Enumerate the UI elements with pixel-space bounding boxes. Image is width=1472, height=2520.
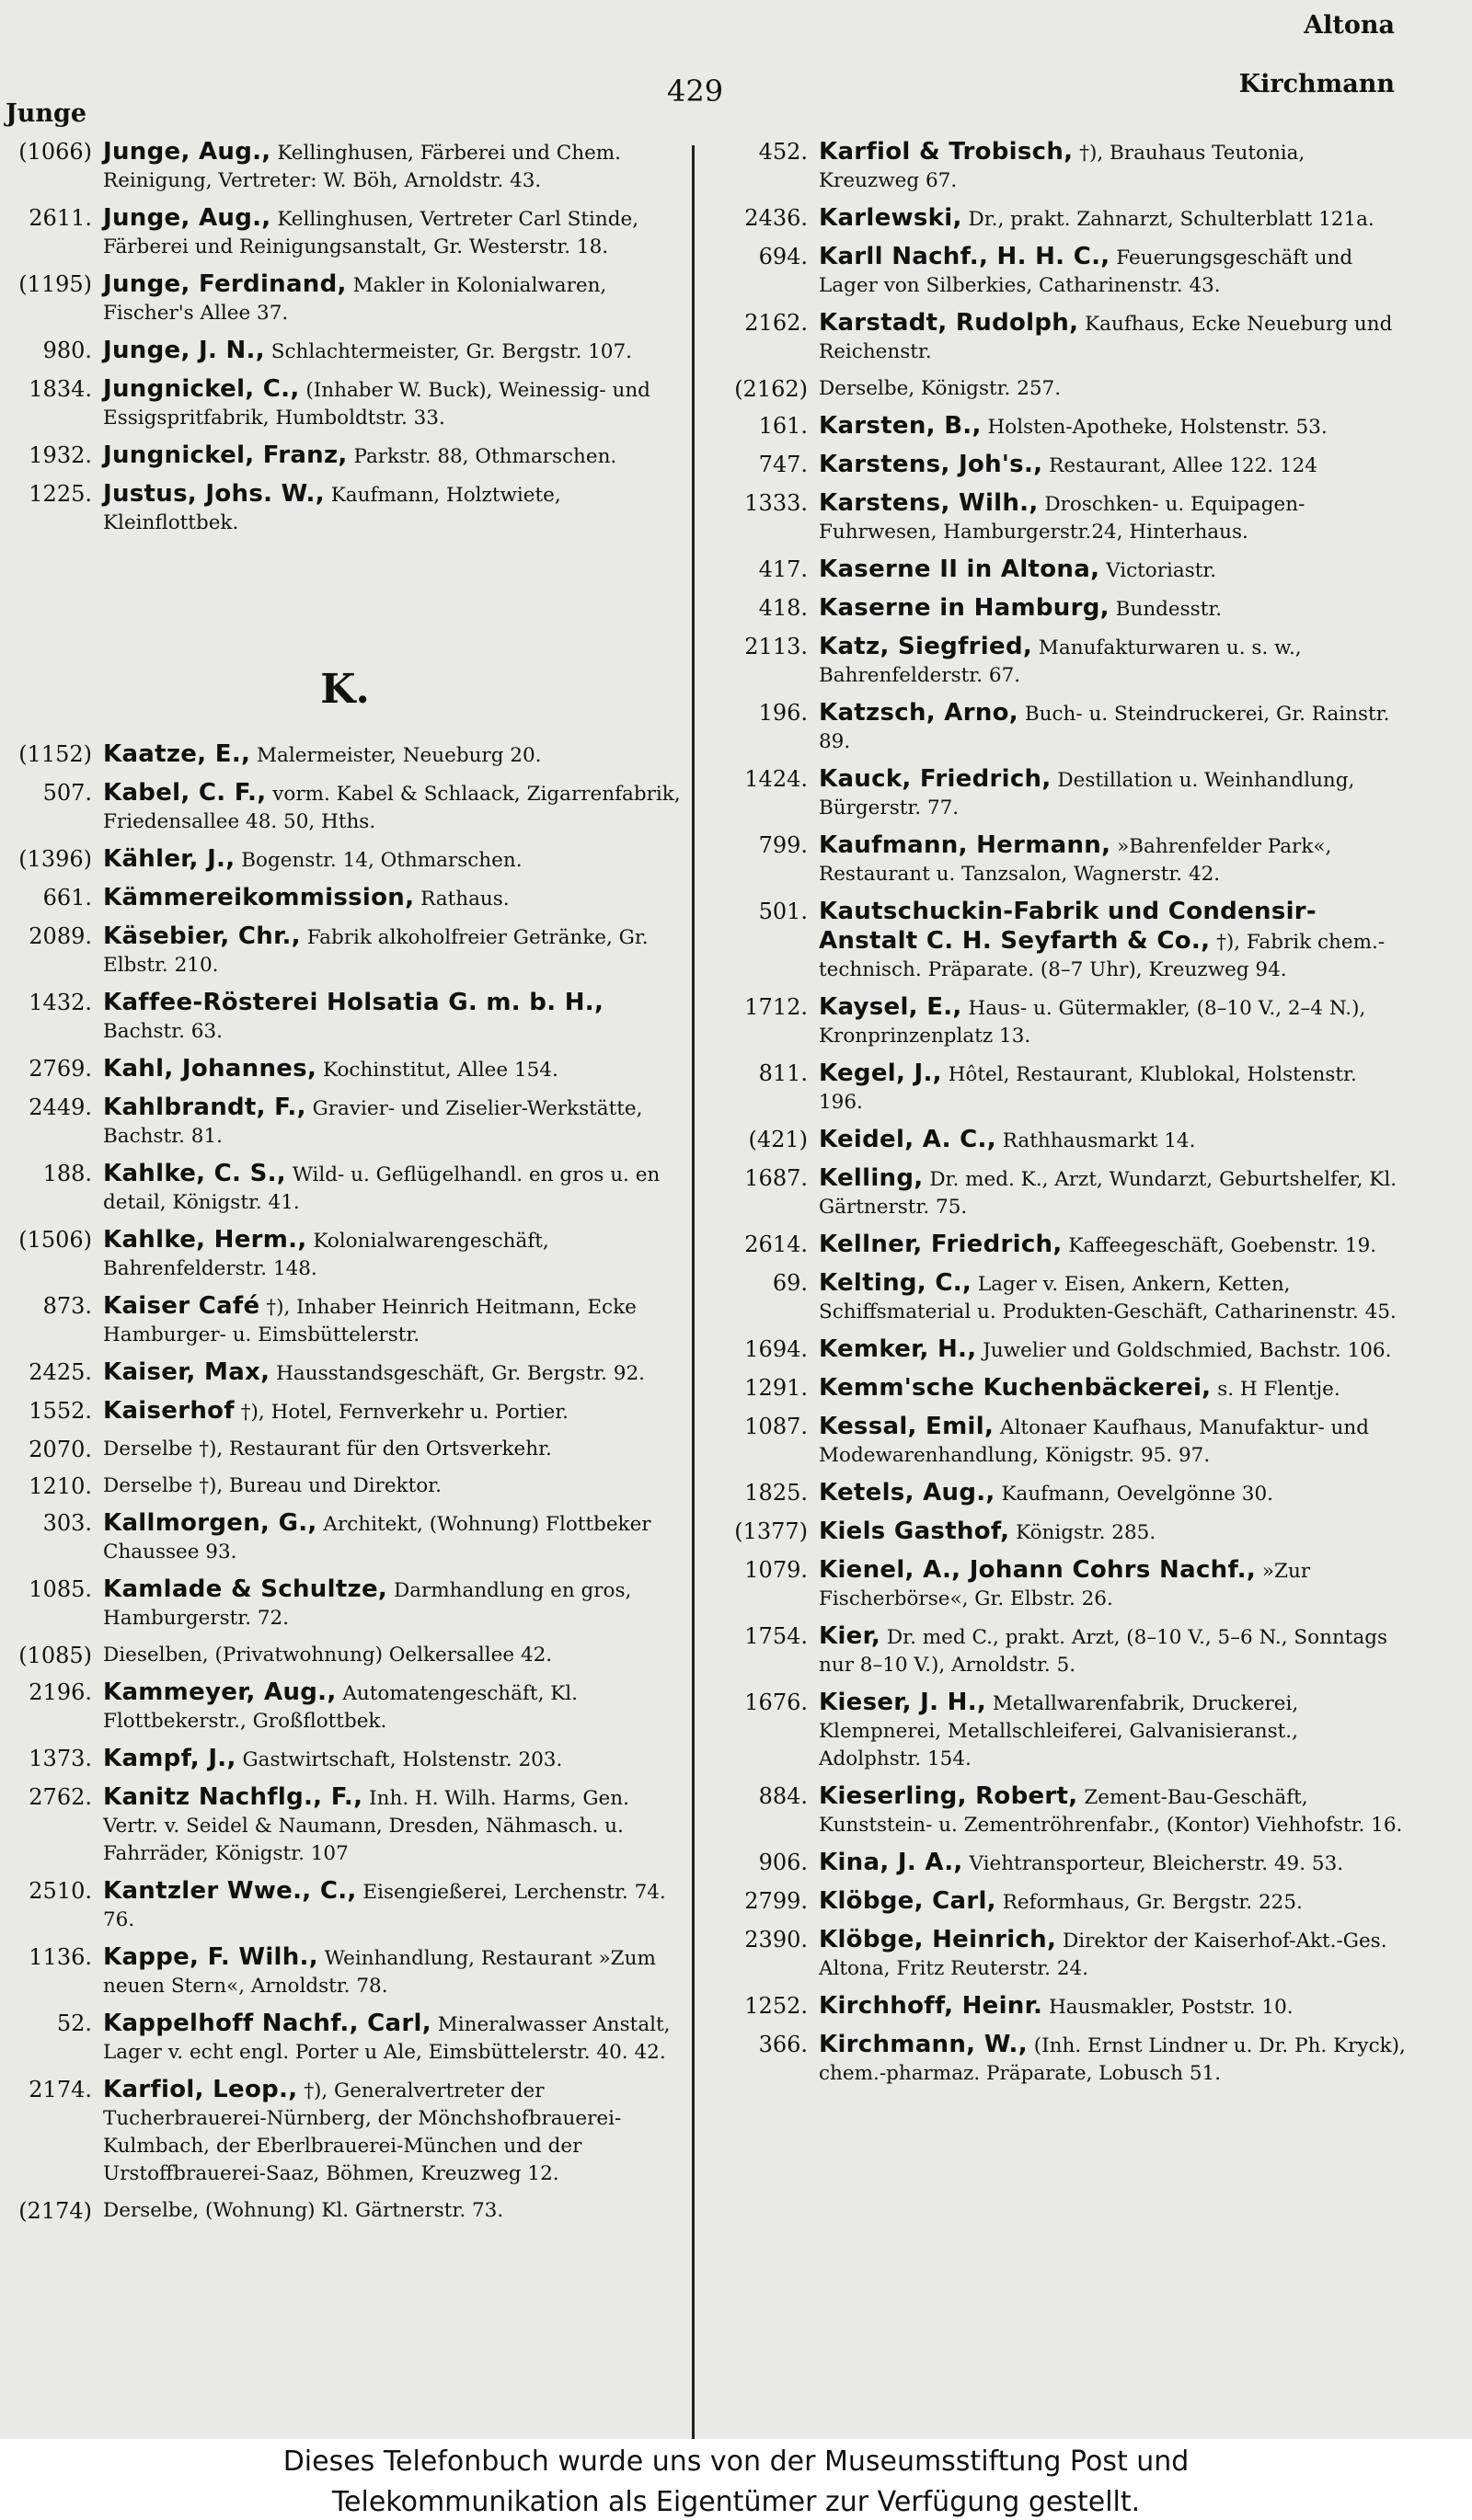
phone-number: (1506) <box>18 1227 92 1253</box>
entry-details: Bachstr. 63. <box>103 1020 223 1043</box>
directory-entry <box>0 480 690 537</box>
subscriber-name: Kabel, C. F., <box>103 779 267 807</box>
phone-number: 303. <box>42 1510 92 1536</box>
directory-entry <box>0 2076 690 2188</box>
directory-entry <box>716 1518 1406 1547</box>
subscriber-name: Kaiserhof <box>103 1397 235 1425</box>
entry-details: (Inh. Ernst Lindner u. Dr. Ph. Kryck), chem.-pharmaz. Präparate, Lobusch 51. <box>819 2034 1406 2085</box>
phone-number: 52. <box>56 2010 92 2036</box>
subscriber-name: Kautschuckin-Fabrik und Condensir-Anstalt C. H. Seyfarth & Co., <box>819 898 1317 955</box>
entry-details: Rathaus. <box>420 888 510 911</box>
subscriber-name: Jungnickel, Franz, <box>103 441 348 469</box>
directory-entry <box>0 1472 690 1500</box>
subscriber-name: Kienel, A., Johann Cohrs Nachf., <box>819 1556 1257 1584</box>
directory-entry <box>716 898 1406 984</box>
subscriber-name: Klöbge, Heinrich, <box>819 1926 1057 1953</box>
header-right-city: Altona <box>1304 11 1395 40</box>
phone-number: (1195) <box>18 271 92 297</box>
directory-entry <box>0 138 690 195</box>
phone-number: 2769. <box>29 1056 92 1082</box>
directory-entry <box>0 1745 690 1774</box>
subscriber-name: Kantzler Wwe., C., <box>103 1877 357 1905</box>
directory-entry <box>716 1231 1406 1260</box>
subscriber-name: Justus, Johs. W., <box>103 480 325 508</box>
subscriber-name: Karfiol & Trobisch, <box>819 138 1074 166</box>
phone-number: 2425. <box>29 1359 92 1385</box>
phone-number: (421) <box>748 1127 808 1152</box>
left-column <box>0 138 690 2234</box>
subscriber-name: Junge, Aug., <box>103 138 271 166</box>
directory-entry <box>0 1509 690 1566</box>
footer-line-2: Telekommunikation als Eigentümer zur Verfügung gestellt. <box>331 2486 1141 2518</box>
directory-entry <box>716 243 1406 300</box>
phone-number: 2799. <box>744 1888 808 1914</box>
phone-number: 188. <box>42 1161 92 1186</box>
entry-details: Destillation u. Weinhandlung, Bürgerstr. 77. <box>819 769 1355 819</box>
directory-entry <box>0 922 690 979</box>
entry-details: Kaufmann, Holztwiete, Kleinflottbek. <box>103 484 561 534</box>
subscriber-name: Kessal, Emil, <box>819 1413 995 1440</box>
phone-number: 2614. <box>744 1231 808 1257</box>
entry-details: Restaurant, Allee 122. 124 <box>1049 454 1317 477</box>
entry-details: Parkstr. 88, Othmarschen. <box>353 445 617 468</box>
directory-entry <box>716 831 1406 888</box>
entry-details: Rathhausmarkt 14. <box>1002 1129 1196 1152</box>
directory-entry <box>0 1943 690 2000</box>
phone-number: 1687. <box>744 1165 808 1191</box>
phone-number: (1152) <box>18 741 92 767</box>
subscriber-name: Kier, <box>819 1622 881 1650</box>
entry-details: Kaffeegeschäft, Goebenstr. 19. <box>1068 1234 1377 1257</box>
subscriber-name: Kaserne II in Altona, <box>819 556 1100 583</box>
entry-details: Buch- u. Steindruckerei, Gr. Rainstr. 89. <box>819 703 1390 753</box>
subscriber-name: Junge, Aug., <box>103 204 271 232</box>
directory-entry <box>716 1374 1406 1403</box>
phone-number: 2611. <box>29 205 92 231</box>
directory-entry <box>716 2031 1406 2088</box>
entry-details: Manufakturwaren u. s. w., Bahrenfelderstr. 67. <box>819 636 1302 687</box>
entry-details: Darmhandlung en gros, Hamburgerstr. 72. <box>103 1579 632 1630</box>
phone-number: 980. <box>42 338 92 363</box>
directory-entry <box>716 1849 1406 1878</box>
entry-details: Direktor der Kaiserhof-Akt.-Ges. Altona, Fritz Reuterstr. 24. <box>819 1930 1387 1980</box>
phone-number: 2174. <box>29 2077 92 2102</box>
page-number: 429 <box>667 74 724 109</box>
phone-number: (1085) <box>18 1643 92 1668</box>
phone-number: (1396) <box>18 846 92 872</box>
subscriber-name: Junge, Ferdinand, <box>103 270 347 298</box>
subscriber-name: Kirchhoff, Heinr. <box>819 1992 1043 2020</box>
phone-number: (2174) <box>18 2198 92 2224</box>
subscriber-name: Karfiol, Leop., <box>103 2076 298 2103</box>
subscriber-name: Katz, Siegfried, <box>819 633 1033 660</box>
directory-entry <box>716 1887 1406 1917</box>
entry-details: Malermeister, Neueburg 20. <box>257 744 542 767</box>
directory-entry <box>716 375 1406 403</box>
entry-details: Bundesstr. <box>1115 598 1223 621</box>
directory-entry <box>716 1060 1406 1117</box>
directory-entry <box>0 845 690 875</box>
directory-entry <box>0 884 690 913</box>
subscriber-name: Karll Nachf., H. H. C., <box>819 243 1110 270</box>
phone-number: 1079. <box>744 1557 808 1583</box>
subscriber-name: Kegel, J., <box>819 1060 942 1087</box>
entry-details: Dr., prakt. Zahnarzt, Schulterblatt 121a. <box>968 208 1374 231</box>
entry-details: Dr. med. K., Arzt, Wundarzt, Geburtshelfer, Kl. Gärtnerstr. 75. <box>819 1168 1397 1219</box>
subscriber-name: Kaufmann, Hermann, <box>819 831 1111 859</box>
phone-number: 661. <box>42 885 92 911</box>
subscriber-name: Kaiser, Max, <box>103 1358 270 1386</box>
entry-details: Hausmakler, Poststr. 10. <box>1049 1996 1294 2019</box>
subscriber-name: Karstens, Wilh., <box>819 489 1039 517</box>
directory-entry <box>716 993 1406 1050</box>
subscriber-name: Keidel, A. C., <box>819 1126 996 1153</box>
entry-details: Königstr. 285. <box>1016 1521 1156 1544</box>
subscriber-name: Jungnickel, C., <box>103 375 300 403</box>
entry-details: Architekt, (Wohnung) Flottbeker Chaussee 93. <box>103 1513 651 1564</box>
directory-entry <box>716 1926 1406 1983</box>
footer-line-1: Dieses Telefonbuch wurde uns von der Museumsstiftung Post und <box>282 2446 1190 2478</box>
phone-number: (2162) <box>734 376 808 402</box>
entry-details: Kaufmann, Oevelgönne 30. <box>1001 1483 1273 1506</box>
directory-entry <box>0 1397 690 1426</box>
phone-number: 1424. <box>744 766 808 792</box>
subscriber-name: Katzsch, Arno, <box>819 699 1018 727</box>
directory-entry <box>0 1575 690 1632</box>
entry-details: Kellinghusen, Färberei und Chem. Reinigung, Vertreter: W. Böh, Arnoldstr. 43. <box>103 142 622 192</box>
directory-entry <box>716 138 1406 195</box>
entry-details: Eisengießerei, Lerchenstr. 74. 76. <box>103 1881 666 1931</box>
entry-details: Kochinstitut, Allee 154. <box>322 1059 558 1082</box>
phone-number: 747. <box>758 452 808 477</box>
entry-details: Dr. med C., prakt. Arzt, (8–10 V., 5–6 N., Sonntags nur 8–10 V.), Arnoldstr. 5. <box>819 1626 1388 1677</box>
directory-entry <box>716 699 1406 756</box>
entry-details: Zement-Bau-Geschäft, Kunststein- u. Zementröhrenfabr., (Kontor) Viehhofstr. 16. <box>819 1786 1403 1837</box>
phone-number: (1377) <box>734 1518 808 1544</box>
entries-before-section <box>0 138 690 537</box>
entry-details: Gravier- und Ziselier-Werkstätte, Bachstr. 81. <box>103 1097 643 1148</box>
phone-number: 2390. <box>744 1927 808 1953</box>
subscriber-name: Karstadt, Rudolph, <box>819 309 1079 337</box>
entry-details: †), Brauhaus Teutonia, Kreuzweg 67. <box>819 142 1305 192</box>
entry-details: Mineralwasser Anstalt, Lager v. echt engl. Porter u Ale, Eimsbüttelerstr. 40. 42. <box>103 2013 671 2064</box>
phone-number: (1066) <box>18 139 92 165</box>
directory-entry <box>0 1094 690 1151</box>
directory-entry <box>0 1436 690 1463</box>
subscriber-name: Kaiser Café <box>103 1292 260 1320</box>
column-divider <box>692 145 695 2439</box>
directory-entry <box>0 989 690 1046</box>
directory-entry <box>716 1556 1406 1613</box>
phone-number: 873. <box>42 1293 92 1319</box>
subscriber-name: Kaffee-Rösterei Holsatia G. m. b. H., <box>103 989 604 1016</box>
phone-number: 2113. <box>744 634 808 659</box>
subscriber-name: Kähler, J., <box>103 845 236 873</box>
entry-details: †), Inhaber Heinrich Heitmann, Ecke Hamburger- u. Eimsbüttelerstr. <box>103 1296 637 1346</box>
directory-entry <box>0 375 690 432</box>
entry-details: Inh. H. Wilh. Harms, Gen. Vertr. v. Seidel & Naumann, Dresden, Nähmasch. u. Fahrräder, Königstr. 107 <box>103 1787 629 1865</box>
subscriber-name: Junge, J. N., <box>103 337 265 364</box>
entries-after-section <box>0 740 690 2225</box>
phone-number: 366. <box>758 2032 808 2057</box>
phone-number: 2449. <box>29 1094 92 1120</box>
subscriber-name: Kahlke, C. S., <box>103 1160 286 1187</box>
phone-number: 1210. <box>29 1473 92 1499</box>
subscriber-name: Kelling, <box>819 1164 924 1192</box>
subscriber-name: Käsebier, Chr., <box>103 922 301 950</box>
subscriber-name: Kaatze, E., <box>103 740 251 768</box>
directory-entry <box>0 441 690 471</box>
directory-entry <box>0 337 690 366</box>
entry-details: Altonaer Kaufhaus, Manufaktur- und Modewarenhandlung, Königstr. 95. 97. <box>819 1416 1370 1467</box>
subscriber-name: Kahl, Johannes, <box>103 1055 317 1082</box>
directory-entry <box>716 309 1406 366</box>
phone-number: 69. <box>772 1270 808 1296</box>
phone-number: 1291. <box>744 1375 808 1401</box>
directory-entry <box>0 270 690 327</box>
entry-details: Feuerungsgeschäft und Lager von Silberkies, Catharinenstr. 43. <box>819 246 1353 297</box>
phone-number: 1932. <box>29 442 92 468</box>
subscriber-name: Kahlke, Herm., <box>103 1226 307 1254</box>
entry-details: Victoriastr. <box>1106 559 1217 582</box>
entry-details: Viehtransporteur, Bleicherstr. 49. 53. <box>969 1852 1344 1875</box>
directory-entry <box>716 765 1406 822</box>
phone-number: 1373. <box>29 1746 92 1771</box>
directory-entry <box>0 1783 690 1868</box>
directory-entry <box>716 1413 1406 1470</box>
phone-number: 884. <box>758 1783 808 1809</box>
entry-details: Juwelier und Goldschmied, Bachstr. 106. <box>983 1339 1392 1362</box>
subscriber-name: Kelting, C., <box>819 1269 972 1297</box>
entry-details: (Inhaber W. Buck), Weinessig- und Essigspritfabrik, Humboldtstr. 33. <box>103 379 650 430</box>
subscriber-name: Ketels, Aug., <box>819 1479 995 1506</box>
phone-number: 2762. <box>29 1784 92 1810</box>
subscriber-name: Kemm'sche Kuchenbäckerei, <box>819 1374 1212 1402</box>
phone-number: 1252. <box>744 1993 808 2019</box>
phone-number: 1432. <box>29 990 92 1015</box>
phone-number: 694. <box>758 244 808 269</box>
directory-entry <box>716 1164 1406 1221</box>
directory-entry <box>716 1126 1406 1155</box>
entry-details: Haus- u. Gütermakler, (8–10 V., 2–4 N.), Kronprinzenplatz 13. <box>819 997 1366 1048</box>
phone-number: 417. <box>758 556 808 582</box>
directory-entry <box>716 489 1406 546</box>
header-right-keyword: Kirchmann <box>1238 70 1395 98</box>
entry-details: Kolonialwarengeschäft, Bahrenfelderstr. 148. <box>103 1230 549 1280</box>
directory-entry <box>716 1622 1406 1679</box>
phone-number: 1834. <box>29 376 92 402</box>
directory-entry <box>716 556 1406 585</box>
directory-entry <box>716 1992 1406 2022</box>
phone-number: 2196. <box>29 1679 92 1705</box>
phone-number: 2436. <box>744 205 808 231</box>
entry-details: Kaufhaus, Ecke Neueburg und Reichenstr. <box>819 313 1393 363</box>
subscriber-name: Kämmereikommission, <box>103 884 415 911</box>
footer-notice <box>0 2439 1472 2520</box>
phone-number: 811. <box>758 1060 808 1086</box>
subscriber-name: Kappe, F. Wilh., <box>103 1943 318 1971</box>
directory-entry <box>716 1335 1406 1365</box>
subscriber-name: Karlewski, <box>819 204 962 232</box>
directory-entry <box>0 204 690 261</box>
subscriber-name: Kahlbrandt, F., <box>103 1094 306 1121</box>
entry-details: Derselbe †), Restaurant für den Ortsverkehr. <box>103 1438 552 1460</box>
subscriber-name: Kaserne in Hamburg, <box>819 594 1110 622</box>
phone-number: 161. <box>758 413 808 439</box>
entry-details: Reformhaus, Gr. Bergstr. 225. <box>1002 1891 1303 1914</box>
entry-details: Weinhandlung, Restaurant »Zum neuen Stern«, Arnoldstr. 78. <box>103 1947 656 1998</box>
entry-details: Metallwarenfabrik, Druckerei, Klempnerei, Metallschleiferei, Galvanisieranst., Adolphstr. 154. <box>819 1692 1299 1770</box>
phone-number: 2510. <box>29 1878 92 1904</box>
phone-number: 1225. <box>29 481 92 507</box>
entry-details: Hôtel, Restaurant, Klublokal, Holstenstr. 196. <box>819 1063 1357 1114</box>
entry-details: Bogenstr. 14, Othmarschen. <box>241 849 523 872</box>
phone-number: 196. <box>758 700 808 726</box>
entry-details: Droschken- u. Equipagen-Fuhrwesen, Hamburgerstr.24, Hinterhaus. <box>819 493 1305 544</box>
entry-details: »Zur Fischerbörse«, Gr. Elbstr. 26. <box>819 1560 1311 1610</box>
directory-entry <box>0 740 690 770</box>
phone-number: 1085. <box>29 1576 92 1602</box>
directory-entry <box>0 2010 690 2067</box>
directory-entry <box>716 594 1406 624</box>
entry-details: Holsten-Apotheke, Holstenstr. 53. <box>987 416 1328 439</box>
entry-details: Hausstandsgeschäft, Gr. Bergstr. 92. <box>276 1362 646 1385</box>
phone-number: 2089. <box>29 923 92 949</box>
directory-entry <box>716 412 1406 441</box>
entry-details: Gastwirtschaft, Holstenstr. 203. <box>242 1748 563 1771</box>
phone-number: 1333. <box>744 490 808 516</box>
subscriber-name: Kieserling, Robert, <box>819 1782 1078 1810</box>
entry-details: »Bahrenfelder Park«, Restaurant u. Tanzsalon, Wagnerstr. 42. <box>819 835 1332 886</box>
directory-entry <box>716 451 1406 480</box>
phone-number: 501. <box>758 899 808 924</box>
subscriber-name: Kappelhoff Nachf., Carl, <box>103 2010 431 2037</box>
phone-number: 906. <box>758 1850 808 1875</box>
subscriber-name: Kiels Gasthof, <box>819 1518 1010 1545</box>
right-column <box>716 138 1406 2097</box>
directory-entry <box>0 779 690 836</box>
directory-entry <box>0 1358 690 1388</box>
subscriber-name: Kauck, Friedrich, <box>819 765 1052 793</box>
entry-details: Derselbe, Königstr. 257. <box>819 377 1062 400</box>
entry-details: Derselbe, (Wohnung) Kl. Gärtnerstr. 73. <box>103 2199 504 2222</box>
phone-number: 1694. <box>744 1336 808 1362</box>
subscriber-name: Kaysel, E., <box>819 993 962 1021</box>
phone-number: 2070. <box>29 1437 92 1462</box>
entry-details: Schlachtermeister, Gr. Bergstr. 107. <box>270 340 632 363</box>
phone-number: 507. <box>42 780 92 806</box>
directory-entry <box>716 1782 1406 1839</box>
directory-entry <box>0 1877 690 1934</box>
subscriber-name: Kemker, H., <box>819 1335 977 1363</box>
entry-details: †), Hotel, Fernverkehr u. Portier. <box>240 1401 569 1424</box>
entry-details: Automatengeschäft, Kl. Flottbekerstr., Großflottbek. <box>103 1682 579 1733</box>
phone-number: 1676. <box>744 1690 808 1715</box>
entry-details: s. H Flentje. <box>1217 1378 1340 1401</box>
phone-number: 452. <box>758 139 808 165</box>
entry-details: Dieselben, (Privatwohnung) Oelkersallee 42. <box>103 1644 553 1667</box>
entry-details: †), Generalvertreter der Tucherbrauerei-Nürnberg, der Mönchshofbrauerei-Kulmbach, der Eberlbrauerei-München und der Urstoffbrauerei-Saaz, Böhmen, Kreuzweg 12. <box>103 2079 622 2185</box>
directory-entry <box>716 1479 1406 1508</box>
subscriber-name: Kellner, Friedrich, <box>819 1231 1063 1258</box>
phone-number: 418. <box>758 595 808 621</box>
directory-entry <box>0 1055 690 1084</box>
directory-entry <box>716 1269 1406 1326</box>
entry-details: Fabrik alkoholfreier Getränke, Gr. Elbstr. 210. <box>103 926 649 977</box>
directory-entry <box>0 1292 690 1349</box>
subscriber-name: Kampf, J., <box>103 1745 236 1772</box>
subscriber-name: Kina, J. A., <box>819 1849 963 1876</box>
directory-entry <box>0 1642 690 1669</box>
directory-entry <box>716 1689 1406 1773</box>
header-left-keyword: Junge <box>6 99 87 128</box>
phone-number: 1712. <box>744 994 808 1020</box>
subscriber-name: Kallmorgen, G., <box>103 1509 317 1537</box>
entry-details: Makler in Kolonialwaren, Fischer's Allee 37. <box>103 274 607 325</box>
phone-number: 2162. <box>744 310 808 336</box>
directory-entry <box>0 1226 690 1283</box>
directory-entry <box>716 633 1406 690</box>
entry-details: †), Fabrik chem.-technisch. Präparate. (8–7 Uhr), Kreuzweg 94. <box>819 931 1386 981</box>
subscriber-name: Kanitz Nachflg., F., <box>103 1783 363 1811</box>
directory-entry <box>0 1678 690 1735</box>
subscriber-name: Kamlade & Schultze, <box>103 1575 388 1603</box>
subscriber-name: Karsten, B., <box>819 412 982 440</box>
section-heading: K. <box>320 666 370 713</box>
directory-entry <box>716 204 1406 234</box>
phone-number: 1552. <box>29 1398 92 1424</box>
directory-entry <box>0 2197 690 2225</box>
phone-number: 799. <box>758 832 808 858</box>
phone-number: 1754. <box>744 1623 808 1649</box>
right-entries <box>716 138 1406 2088</box>
subscriber-name: Kieser, J. H., <box>819 1689 987 1716</box>
subscriber-name: Karstens, Joh's., <box>819 451 1043 478</box>
entry-details: Derselbe †), Bureau und Direktor. <box>103 1474 442 1497</box>
subscriber-name: Kammeyer, Aug., <box>103 1678 337 1706</box>
phone-number: 1087. <box>744 1414 808 1439</box>
entry-details: Wild- u. Geflügelhandl. en gros u. en detail, Königstr. 41. <box>103 1163 661 1214</box>
subscriber-name: Kirchmann, W., <box>819 2031 1028 2058</box>
phone-number: 1825. <box>744 1480 808 1506</box>
entry-details: Lager v. Eisen, Ankern, Ketten, Schiffsmaterial u. Produkten-Geschäft, Catharinenstr. 45. <box>819 1273 1397 1323</box>
subscriber-name: Klöbge, Carl, <box>819 1887 996 1915</box>
entry-details: vorm. Kabel & Schlaack, Zigarrenfabrik, Friedensallee 48. 50, Hths. <box>103 783 681 833</box>
entry-details: Kellinghusen, Vertreter Carl Stinde, Färberei und Reinigungsanstalt, Gr. Westerstr. 18. <box>103 208 639 258</box>
directory-entry <box>0 1160 690 1217</box>
phone-number: 1136. <box>29 1944 92 1970</box>
